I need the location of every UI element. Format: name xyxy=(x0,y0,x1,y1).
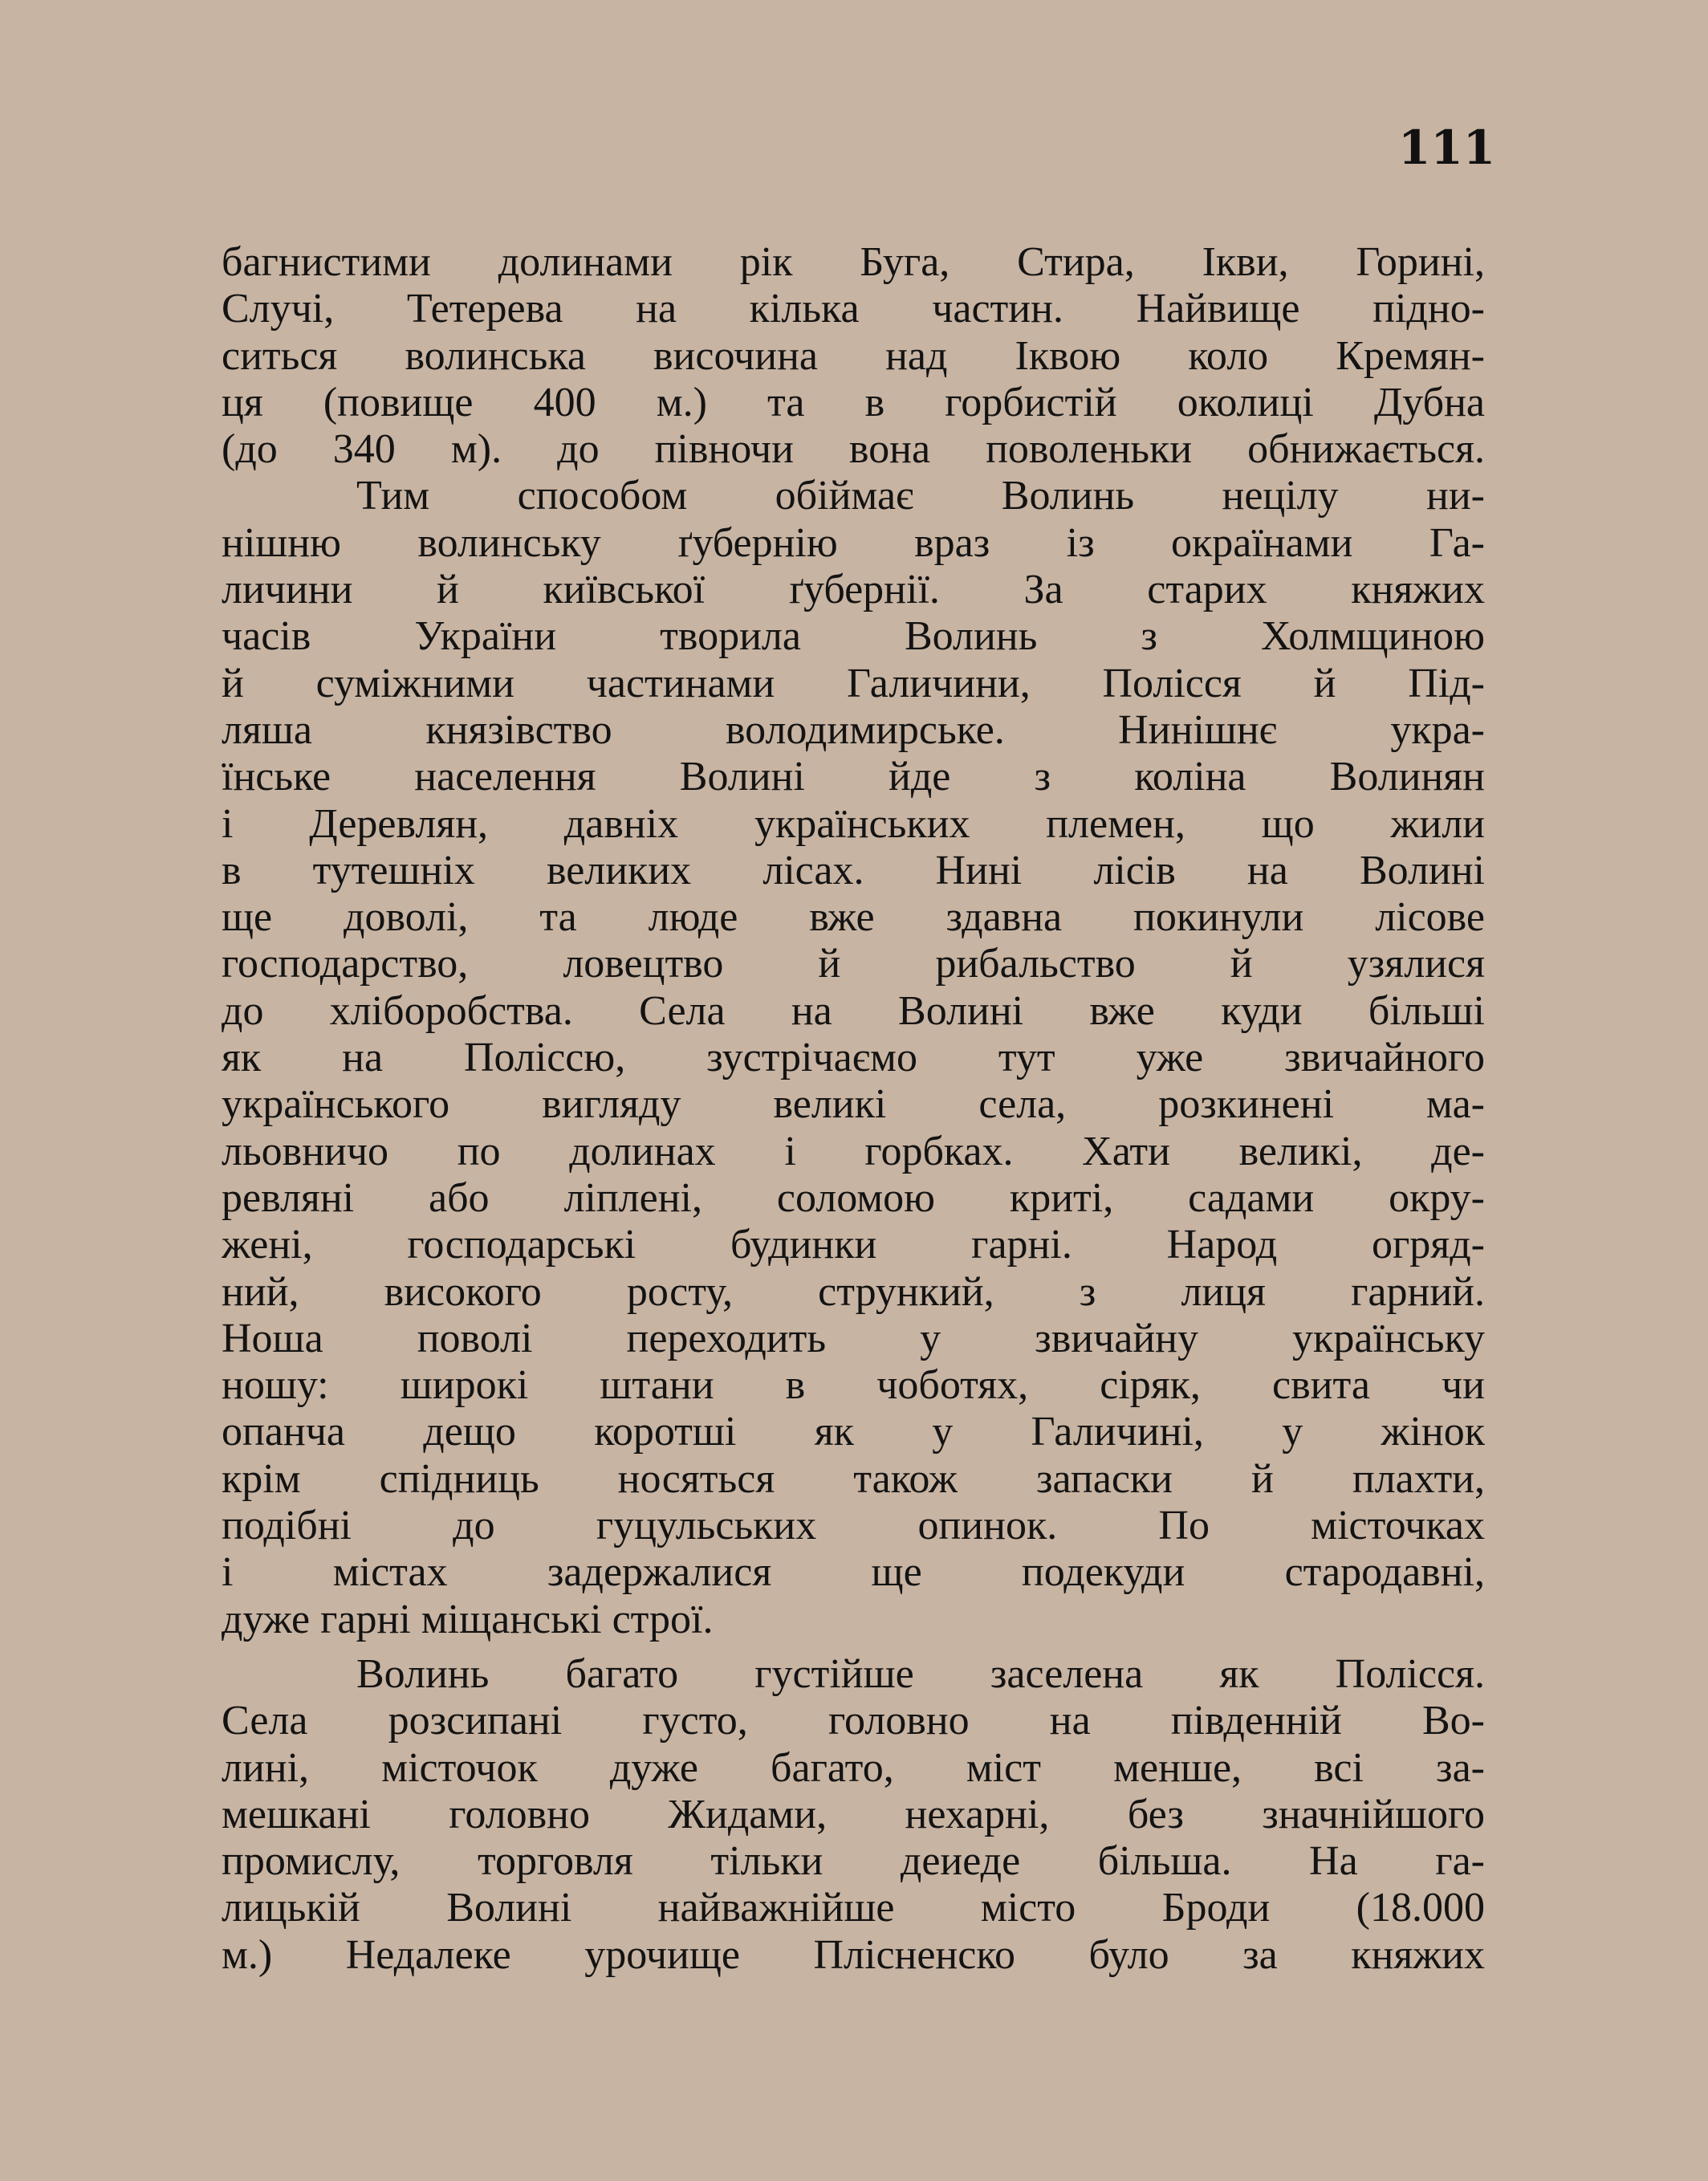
text-line: їнське населення Волині йде з коліна Волинян xyxy=(222,754,1485,800)
text-line: ця (повище 400 м.) та в горбистій околиці Дубна xyxy=(222,379,1485,425)
text-line: мешкані головно Жидами, нехарні, без значнійшого xyxy=(222,1791,1485,1837)
text-line: як на Поліссю, зустрічаємо тут уже звичайного xyxy=(222,1035,1485,1081)
text-line: жені, господарські будинки гарні. Народ огряд- xyxy=(222,1222,1485,1268)
text-line: нішню волинську ґубернію враз із окраїнами Га- xyxy=(222,519,1485,566)
text-line: господарство, ловецтво й рибальство й узялися xyxy=(222,941,1485,987)
text-line: ношу: широкі штани в чоботях, сіряк, свита чи xyxy=(222,1362,1485,1409)
text-line: Ноша поволі переходить у звичайну українську xyxy=(222,1315,1485,1361)
text-line: й суміжними частинами Галичини, Полісся й Під- xyxy=(222,660,1485,706)
text-line: Села розсипані густо, головно на південній Во- xyxy=(222,1698,1485,1744)
text-line: ще доволі, та люде вже здавна покинули лісове xyxy=(222,894,1485,941)
text-line: до хліборобства. Села на Волині вже куди більші xyxy=(222,987,1485,1034)
text-line: подібні до гуцульських опинок. По місточках xyxy=(222,1503,1485,1549)
text-line: ревляні або ліплені, соломою криті, садами окру- xyxy=(222,1174,1485,1221)
text-line: дуже гарні міщанські строї. xyxy=(222,1596,714,1642)
text-line: і Деревлян, давніх українських племен, що жили xyxy=(222,800,1485,847)
text-line: промислу, торговля тільки деиеде більша. На га- xyxy=(222,1838,1485,1885)
text-line: українського вигляду великі села, розкинені ма- xyxy=(222,1081,1485,1128)
text-line: Тим способом обіймає Волинь нецілу ни- xyxy=(356,473,1485,519)
text-line: ний, високого росту, стрункий, з лиця гарний. xyxy=(222,1268,1485,1315)
text-line: опанча дещо коротші як у Галичині, у жінок xyxy=(222,1409,1485,1455)
text-line: лицькій Волині найважнійше місто Броди (18.000 xyxy=(222,1885,1485,1931)
text-line: Волинь багато густійше заселена як Полісся. xyxy=(356,1651,1485,1697)
text-line: (до 340 м). до півночи вона поволеньки обнижається. xyxy=(222,426,1485,473)
text-line: личини й київської ґубернії. За старих княжих xyxy=(222,567,1485,613)
text-line: в тутешніх великих лісах. Нині лісів на Волині xyxy=(222,847,1485,893)
text-line: часів України творила Волинь з Холмщиною xyxy=(222,613,1485,660)
text-line: ляша князівство володимирське. Нинішнє укра- xyxy=(222,706,1485,753)
text-line: лині, місточок дуже багато, міст менше, всі за- xyxy=(222,1744,1485,1791)
text-line: багнистими долинами рік Буга, Стира, Ікви, Горині, xyxy=(222,239,1485,285)
text-block-lower xyxy=(222,1651,1485,1979)
text-block-upper xyxy=(222,239,1485,1643)
text-line: Случі, Тетерева на кілька частин. Найвище підно- xyxy=(222,286,1485,332)
text-line: і містах задержалися ще подекуди стародавні, xyxy=(222,1549,1485,1596)
text-line: ситься волинська височина над Іквою коло Кремян- xyxy=(222,332,1485,379)
page-number: 111 xyxy=(1398,120,1496,175)
text-line: льовничо по долинах і горбках. Хати великі, де- xyxy=(222,1128,1485,1174)
text-line: м.) Недалеке урочище Плісненско було за княжих xyxy=(222,1931,1485,1978)
text-line: крім спідниць носяться також запаски й плахти, xyxy=(222,1455,1485,1502)
